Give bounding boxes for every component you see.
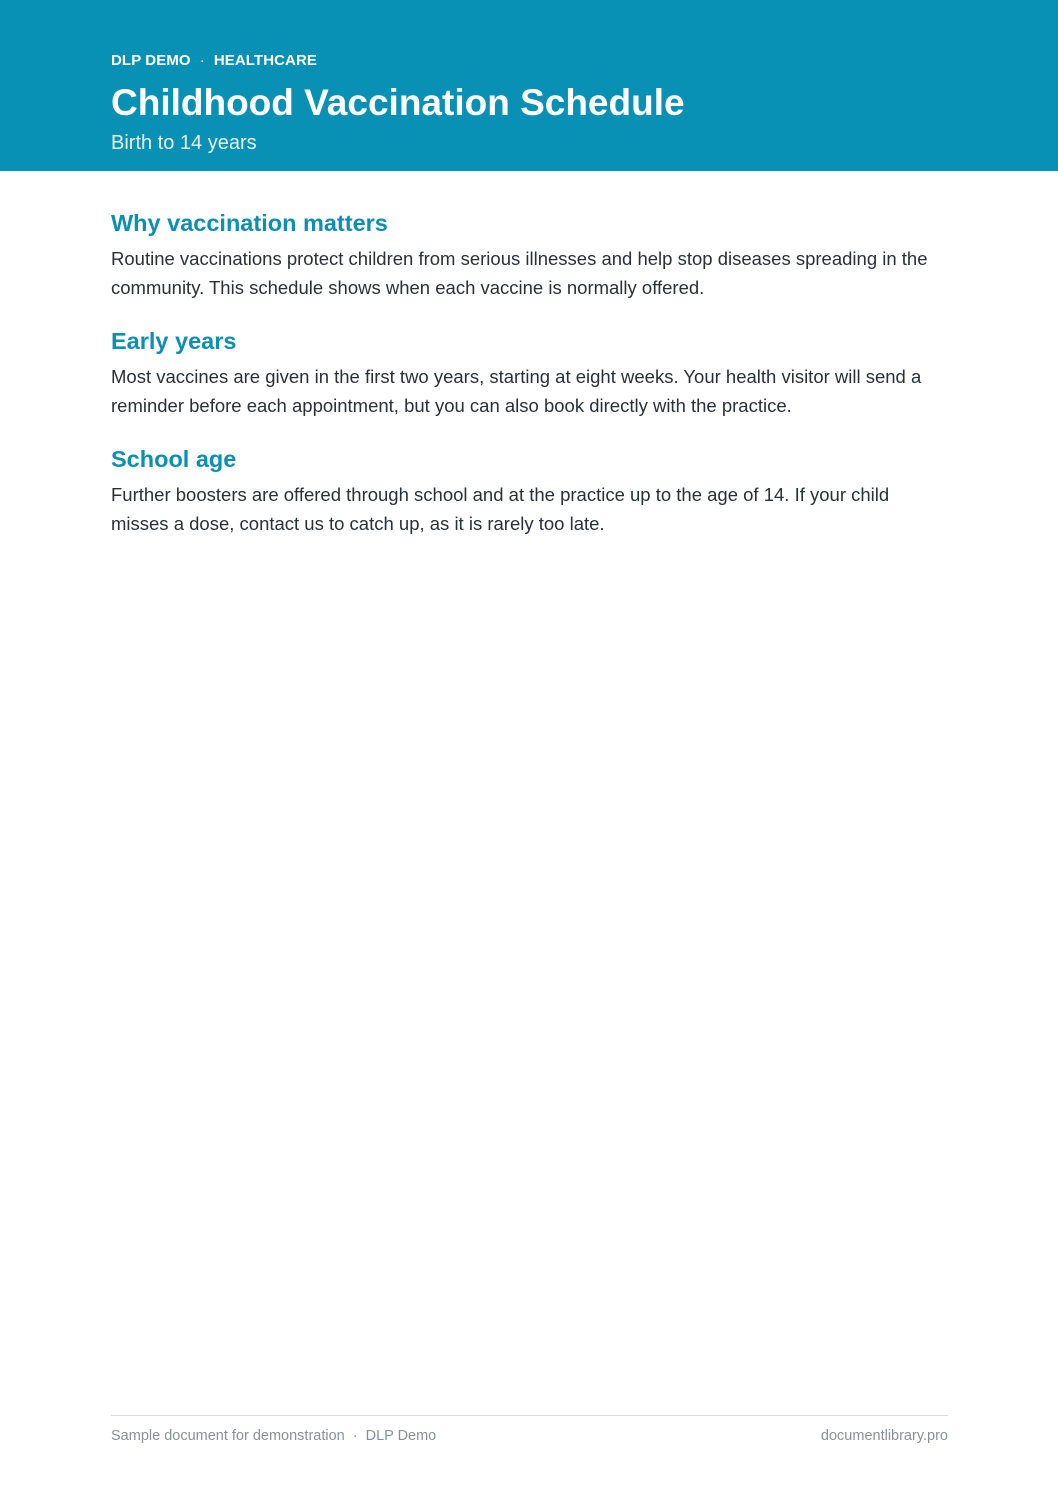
section-heading: Why vaccination matters: [111, 210, 388, 236]
footer-brand: DLP Demo: [365, 1428, 437, 1444]
section-early-years: [111, 324, 951, 420]
footer-separator: ·: [352, 1428, 358, 1444]
eyebrow-separator: ·: [199, 52, 205, 69]
document-body: [111, 206, 951, 538]
footer-divider: [111, 1415, 948, 1416]
footer-website: documentlibrary.pro: [820, 1428, 948, 1444]
eyebrow-category: HEALTHCARE: [213, 52, 318, 69]
section-paragraph: Most vaccines are given in the first two years, starting at eight weeks. Your health visitor will send a reminder before each appointment, but you can also book directly with the practice.: [111, 366, 922, 416]
header-band: [0, 0, 1058, 171]
section-heading: Early years: [111, 328, 237, 354]
footer-left: [111, 1428, 436, 1444]
section-paragraph: Further boosters are offered through school and at the practice up to the age of 14. If your child misses a dose, contact us to catch up, as it is rarely too late.: [111, 484, 890, 534]
eyebrow: [111, 52, 317, 69]
section-heading: School age: [111, 446, 237, 472]
section-why-vaccination-matters: [111, 206, 951, 302]
document-title: Childhood Vaccination Schedule: [111, 82, 685, 123]
section-school-age: [111, 442, 951, 538]
footer-note: Sample document for demonstration: [111, 1428, 345, 1444]
section-paragraph: Routine vaccinations protect children from serious illnesses and help stop diseases spreading in the community. This schedule shows when each vaccine is normally offered.: [111, 248, 928, 298]
eyebrow-brand: DLP DEMO: [111, 52, 191, 69]
document-subtitle: Birth to 14 years: [111, 132, 257, 154]
